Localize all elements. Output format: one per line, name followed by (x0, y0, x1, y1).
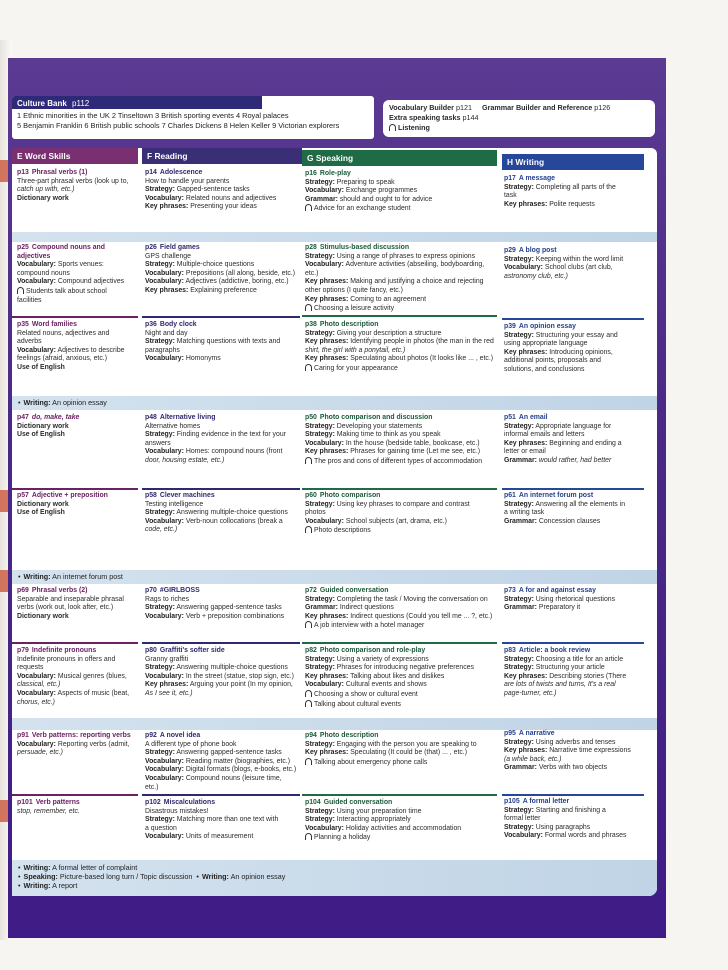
headphones-icon (305, 621, 312, 628)
lesson-line: facilities (17, 296, 42, 304)
lesson-line: Vocabulary: Compound nouns (leisure time, (145, 774, 282, 782)
lesson-line: Vocabulary: School subjects (art, drama, etc.) (305, 517, 447, 525)
lesson-cell (305, 414, 500, 467)
lesson-line: Strategy: Answering multiple-choice questions (145, 509, 288, 517)
lesson-line: Dictionary work (17, 194, 69, 202)
lesson-title: p39 An opinion essay (504, 323, 576, 330)
lesson-cell (305, 732, 500, 767)
lesson-title: p70 #GIRLBOSS (145, 587, 200, 594)
lesson-line: persuade, etc.) (17, 749, 63, 757)
reference-box (383, 100, 655, 137)
lesson-line: page-turner, etc.) (504, 689, 557, 697)
band-label: Writing: (201, 872, 229, 881)
lesson-line: Strategy: Giving your description a structure (305, 329, 442, 337)
lesson-line: Vocabulary: Homonyms (145, 355, 221, 363)
lesson-title: p60 Photo comparison (305, 492, 381, 499)
lesson-line: Strategy: Answering gapped-sentence tasks (145, 749, 282, 757)
lesson-line: Use of English (17, 509, 65, 517)
lesson-line: Key phrases: Presenting your ideas (145, 203, 257, 211)
lesson-line: stop, remember, etc. (17, 807, 80, 815)
lesson-line: compound nouns (17, 269, 70, 277)
lesson-line: Granny graffiti (145, 655, 189, 663)
lesson-line: Vocabulary: Homes: compound nouns (front (145, 448, 283, 456)
lesson-line: Vocabulary: Prepositions (all along, beside, etc.) (145, 269, 296, 277)
headphones-icon (305, 833, 312, 840)
lesson-title: p83 Article: a book review (504, 647, 591, 654)
listening-item: Choosing a show or cultural event (305, 690, 500, 700)
lesson-line: Strategy: Multiple-choice questions (145, 261, 255, 269)
divider (12, 316, 138, 318)
lesson-cell (305, 244, 500, 314)
lesson-line: Vocabulary: Adjectives (addictive, boring, etc.) (145, 278, 289, 286)
lesson-cell (504, 247, 644, 281)
listening-item: Students talk about school (17, 287, 139, 297)
lesson-line: Strategy: Using paragraphs (504, 823, 591, 831)
band-text: A report (52, 881, 78, 890)
lesson-line: How to handle your parents (145, 177, 230, 185)
lesson-line: Vocabulary: In the street (statue, stop sign, etc.) (145, 672, 294, 680)
lesson-line: Key phrases: Coming to an agreement (305, 295, 427, 303)
band-label: Writing: (23, 572, 51, 581)
lesson-line: Strategy: Appropriate language for (504, 422, 612, 430)
lesson-line: Strategy: Completing the task / Moving the conversation on (305, 595, 488, 603)
headphones-icon (305, 457, 312, 464)
lesson-line: formal letter (504, 815, 541, 823)
lesson-title: p28 Stimulus-based discussion (305, 244, 410, 251)
lesson-line: Dictionary work (17, 500, 69, 508)
lesson-line: Key phrases: Beginning and ending a (504, 439, 622, 447)
lesson-title: p47 do, make, take (17, 414, 80, 421)
lesson-title: p69 Phrasal verbs (2) (17, 587, 88, 594)
headphones-icon (305, 364, 312, 371)
lesson-line: Strategy: Answering gapped-sentence tasks (145, 604, 282, 612)
lesson-title: p26 Field games (145, 244, 200, 251)
lesson-line: Strategy: Keeping within the word limit (504, 255, 624, 263)
band-label: Speaking: (23, 872, 58, 881)
lesson-line: using appropriate language (504, 340, 588, 348)
lesson-line: Strategy: Preparing to speak (305, 178, 395, 186)
lesson-line: Key phrases: Arguing your point (In my opinion, (145, 681, 293, 689)
divider (302, 794, 497, 796)
lesson-title: p57 Adjective + preposition (17, 492, 108, 499)
lesson-line: chorus, etc.) (17, 698, 55, 706)
lesson-line: Strategy: Matching more than one text with (145, 816, 279, 824)
lesson-cell (305, 492, 500, 536)
divider (302, 488, 497, 490)
lesson-title: p25 Compound nouns and adjectives (17, 244, 105, 260)
lesson-line: Strategy: Answering all the elements in (504, 500, 626, 508)
lesson-line: Related nouns, adjectives and (17, 329, 110, 337)
lesson-cell (145, 647, 300, 699)
lesson-cell (305, 170, 500, 214)
vocab-builder-page: p121 (455, 103, 472, 112)
lesson-line: Indefinite pronouns in offers and (17, 655, 116, 663)
divider (12, 488, 138, 490)
headphones-icon (305, 204, 312, 211)
culture-bank-title: Culture Bank (17, 99, 67, 108)
lesson-line: Strategy: Finding evidence in the text for your (145, 431, 286, 439)
lesson-line: Three-part phrasal verbs (look up to, (17, 177, 129, 185)
lesson-line: Vocabulary: Cultural events and shows (305, 681, 427, 689)
lesson-cell (17, 799, 139, 816)
lesson-title: p95 A narrative (504, 730, 555, 737)
listening-label: Listening (398, 122, 430, 132)
divider (12, 642, 138, 644)
lesson-cell (145, 414, 300, 466)
listening-item: A job interview with a hotel manager (305, 621, 500, 631)
lesson-line: Grammar: would rather, had better (504, 456, 612, 464)
divider (502, 794, 644, 796)
lesson-line: catch up with, etc.) (17, 186, 75, 194)
lesson-title: p91 Verb patterns: reporting verbs (17, 732, 131, 739)
listening-item: Choosing a leisure activity (305, 304, 500, 314)
lesson-line: etc.) (305, 269, 319, 277)
lesson-cell (17, 414, 139, 440)
lesson-title: p36 Body clock (145, 321, 197, 328)
lesson-cell (17, 321, 139, 373)
lesson-line: Vocabulary: Units of measurement (145, 833, 254, 841)
listening-item: Planning a holiday (305, 833, 500, 843)
lesson-cell (504, 730, 644, 773)
lesson-cell (17, 244, 139, 305)
lesson-line: Vocabulary: Compound adjectives (17, 278, 125, 286)
lesson-cell (17, 732, 139, 758)
lesson-line: Key phrases: Speculating (It could be (that) ... , etc.) (305, 749, 468, 757)
listening-item: Advice for an exchange student (305, 204, 500, 214)
lesson-line: Strategy: Interacting appropriately (305, 816, 411, 824)
lesson-line: Disastrous mistakes! (145, 807, 209, 815)
band-label: Writing: (23, 398, 51, 407)
lesson-cell (145, 244, 300, 296)
contents-table (12, 148, 657, 896)
lesson-line: Vocabulary: School clubs (art club, (504, 264, 613, 272)
listening-item: Talking about emergency phone calls (305, 758, 500, 768)
lesson-line: Key phrases: Talking about likes and dislikes (305, 672, 445, 680)
lesson-line: verbs (work out, look after, etc.) (17, 604, 114, 612)
culture-bank-box (12, 96, 374, 139)
lesson-title: p50 Photo comparison and discussion (305, 414, 433, 421)
lesson-line: Key phrases: Narrative time expressions (504, 747, 631, 755)
lesson-line: Strategy: Structuring your essay and (504, 331, 618, 339)
band-text: A formal letter of complaint (52, 863, 138, 872)
unit-band-writing: • Writing: An internet forum post (12, 570, 657, 584)
lesson-cell (145, 321, 300, 364)
lesson-line: Rags to riches (145, 595, 190, 603)
lesson-cell (145, 492, 300, 535)
lesson-line: Vocabulary: Adventure activities (abseiling, bodyboarding, (305, 261, 485, 269)
lesson-cell (17, 492, 139, 518)
lesson-cell (504, 175, 644, 209)
lesson-cell (305, 799, 500, 843)
headphones-icon (305, 526, 312, 533)
lesson-line: a question (145, 824, 177, 832)
lesson-line: solutions, and conclusions (504, 365, 585, 373)
lesson-line: Key phrases: Identifying people in photos (the man in the red (305, 338, 494, 346)
divider (142, 488, 300, 490)
lesson-line: Vocabulary: Musical genres (blues, (17, 672, 127, 680)
culture-bank-header (12, 96, 262, 109)
band-text: An internet forum post (52, 572, 123, 581)
lesson-line: Testing intelligence (145, 500, 204, 508)
lesson-line: shirt, the girl with a ponytail, etc.) (305, 346, 406, 354)
lesson-line: Separable and inseparable phrasal (17, 595, 124, 603)
lesson-line: Strategy: Using a variety of expressions (305, 655, 429, 663)
unit-band (12, 232, 657, 242)
culture-bank-line-1: 1 Ethnic minorities in the UK 2 Tinseltown 3 British sporting events 4 Royal palaces (17, 111, 289, 120)
headphones-icon (305, 700, 312, 707)
lesson-line: code, etc.) (145, 526, 178, 534)
culture-bank-page: p112 (72, 99, 90, 108)
unit-band-tasks: • Writing: A formal letter of complaint • Speaking: Picture-based long turn / Topic discussion • Writing: An opinion essay • Writing: A report (12, 860, 657, 896)
lesson-cell (145, 732, 300, 792)
lesson-line: task (504, 192, 517, 200)
lesson-cell (504, 798, 644, 841)
column-header-speaking: G Speaking (302, 150, 497, 166)
lesson-cell (145, 169, 300, 212)
lesson-line: Key phrases: Introducing opinions, (504, 348, 613, 356)
lesson-title: p94 Photo description (305, 732, 379, 739)
lesson-line: photos (305, 509, 326, 517)
lesson-line: Key phrases: Describing stories (There (504, 672, 627, 680)
column-header-writing: H Writing (502, 154, 644, 170)
lesson-cell (145, 587, 300, 621)
lesson-cell (305, 321, 500, 374)
extra-speaking-label: Extra speaking tasks (389, 112, 461, 122)
lesson-line: Strategy: Engaging with the person you are speaking to (305, 740, 477, 748)
lesson-line: Strategy: Answering multiple-choice questions (145, 664, 288, 672)
lesson-cell (504, 492, 644, 526)
lesson-line: Strategy: Using a range of phrases to express opinions (305, 252, 476, 260)
vocab-builder-label: Vocabulary Builder (389, 103, 454, 112)
lesson-line: astronomy club, etc.) (504, 272, 568, 280)
culture-bank-line-2: 5 Benjamin Franklin 6 British public schools 7 Charles Dickens 8 Helen Keller 9 Victorian explorers (17, 121, 340, 130)
lesson-title: p92 A novel idea (145, 732, 201, 739)
lesson-title: p101 Verb patterns (17, 799, 80, 806)
grammar-builder-label: Grammar Builder and Reference (481, 103, 593, 112)
lesson-line: Vocabulary: In the house (bedside table, bookcase, etc.) (305, 439, 480, 447)
column-header-reading: F Reading (142, 148, 302, 164)
lesson-line: classical, etc.) (17, 681, 61, 689)
lesson-line: Vocabulary: Digital formats (blogs, e-books, etc.) (145, 766, 297, 774)
listening-item: Photo descriptions (305, 526, 500, 536)
headphones-icon (305, 690, 312, 697)
lesson-line: Vocabulary: Exchange programmes (305, 187, 418, 195)
lesson-title: p13 Phrasal verbs (1) (17, 169, 88, 176)
lesson-title: p72 Guided conversation (305, 587, 389, 594)
lesson-line: Strategy: Matching questions with texts and (145, 338, 281, 346)
grammar-builder-page: p126 (594, 103, 611, 112)
lesson-title: p79 Indefinite pronouns (17, 647, 97, 654)
lesson-line: A different type of phone book (145, 740, 237, 748)
lesson-line: Grammar: should and ought to for advice (305, 195, 433, 203)
unit-band-writing: • Writing: An opinion essay (12, 396, 657, 410)
lesson-line: Vocabulary: Reading matter (biographies, etc.) (145, 757, 291, 765)
lesson-line: Key phrases: Speculating about photos (It looks like ... , etc.) (305, 355, 494, 363)
lesson-title: p14 Adolescence (145, 169, 203, 176)
lesson-cell (305, 587, 500, 631)
lesson-line: Strategy: Choosing a title for an article (504, 655, 624, 663)
lesson-line: Strategy: Gapped-sentence tasks (145, 186, 250, 194)
lesson-line: Use of English (17, 363, 65, 371)
lesson-title: p104 Guided conversation (305, 799, 393, 806)
lesson-line: Key phrases: Explaining preference (145, 286, 257, 294)
lesson-cell (504, 647, 644, 699)
lesson-title: p102 Miscalculations (145, 799, 216, 806)
lesson-line: Grammar: Preparatory it (504, 604, 581, 612)
lesson-line: (a while back, etc.) (504, 755, 562, 763)
divider (502, 488, 644, 490)
lesson-line: paragraphs (145, 346, 180, 354)
lesson-line: Strategy: Using rhetorical questions (504, 595, 616, 603)
lesson-line: Vocabulary: Verb-noun collocations (break a (145, 517, 283, 525)
lesson-title: p29 A blog post (504, 247, 557, 254)
lesson-line: Key phrases: Phrases for gaining time (Let me see, etc.) (305, 448, 481, 456)
band-text: An opinion essay (52, 398, 107, 407)
lesson-line: Strategy: Making time to think as you speak (305, 431, 441, 439)
lesson-title: p51 An email (504, 414, 548, 421)
headphones-icon (17, 287, 24, 294)
lesson-line: Vocabulary: Holiday activities and accommodation (305, 824, 462, 832)
lesson-title: p73 A for and against essay (504, 587, 596, 594)
lesson-line: Strategy: Completing all parts of the (504, 183, 616, 191)
lesson-line: Strategy: Using your preparation time (305, 807, 422, 815)
lesson-cell (504, 587, 644, 613)
listening-item: Talking about cultural events (305, 700, 500, 710)
extra-speaking-page: p144 (462, 112, 479, 122)
divider (142, 642, 300, 644)
lesson-line: Grammar: Indirect questions (305, 604, 394, 612)
lesson-cell (17, 647, 139, 707)
lesson-line: Night and day (145, 329, 188, 337)
lesson-title: p17 A message (504, 175, 556, 182)
lesson-line: Strategy: Using adverbs and tenses (504, 738, 616, 746)
lesson-title: p61 An internet forum post (504, 492, 594, 499)
lesson-line: Key phrases: Polite requests (504, 200, 595, 208)
lesson-line: Vocabulary: Adjectives to describe (17, 346, 125, 354)
lesson-line: Strategy: Using key phrases to compare and contrast (305, 500, 470, 508)
lesson-title: p38 Photo description (305, 321, 379, 328)
lesson-line: are lots of twists and turns, It's a real (504, 681, 616, 689)
lesson-line: Key phrases: Indirect questions (Could you tell me ... ?, etc.) (305, 612, 493, 620)
lesson-title: p58 Clever machines (145, 492, 215, 499)
lesson-line: As I see it, etc.) (145, 689, 193, 697)
band-label: Writing: (23, 881, 51, 890)
lesson-title: p35 Word families (17, 321, 77, 328)
headphones-icon (305, 758, 312, 765)
lesson-cell (17, 169, 139, 203)
headphones-icon (305, 304, 312, 311)
lesson-line: etc.) (145, 783, 159, 791)
lesson-line: Grammar: Verbs with two objects (504, 764, 608, 772)
lesson-line: Strategy: Developing your statements (305, 422, 423, 430)
column-header-word-skills: E Word Skills (12, 148, 138, 164)
divider (12, 794, 138, 796)
lesson-line: feelings (afraid, anxious, etc.) (17, 355, 108, 363)
lesson-cell (17, 587, 139, 621)
listening-item: Caring for your appearance (305, 364, 500, 374)
lesson-title: p48 Alternative living (145, 414, 216, 421)
lesson-cell (504, 323, 644, 375)
lesson-title: p16 Role-play (305, 170, 351, 177)
lesson-line: letter or email (504, 448, 546, 456)
unit-band (12, 718, 657, 730)
divider (302, 315, 497, 317)
lesson-line: answers (145, 439, 171, 447)
lesson-cell (305, 647, 500, 709)
lesson-line: Use of English (17, 431, 65, 439)
lesson-line: other options (I quite fancy, etc.) (305, 286, 403, 294)
lesson-line: GPS challenge (145, 252, 191, 260)
headphones-icon (389, 124, 396, 131)
lesson-line: Key phrases: Making and justifying a choice and rejecting (305, 278, 484, 286)
lesson-title: p80 Graffiti's softer side (145, 647, 225, 654)
divider (302, 642, 497, 644)
lesson-line: Grammar: Concession clauses (504, 517, 601, 525)
lesson-cell (145, 799, 300, 842)
lesson-line: requests (17, 664, 44, 672)
lesson-line: Strategy: Starting and finishing a (504, 806, 606, 814)
lesson-line: Vocabulary: Reporting verbs (admit, (17, 740, 130, 748)
lesson-line: Vocabulary: Formal words and phrases (504, 832, 627, 840)
lesson-title: p105 A formal letter (504, 798, 570, 805)
lesson-line: additional points, proposals and (504, 357, 601, 365)
lesson-line: Vocabulary: Sports venues: (17, 261, 104, 269)
lesson-line: Vocabulary: Verb + preposition combinations (145, 612, 285, 620)
band-label: Writing: (23, 863, 51, 872)
divider (502, 642, 644, 644)
lesson-line: Vocabulary: Related nouns and adjectives (145, 194, 277, 202)
band-text: Picture-based long turn / Topic discussion (59, 872, 193, 881)
divider (502, 318, 644, 320)
band-text: An opinion essay (230, 872, 286, 881)
lesson-line: Alternative homes (145, 422, 201, 430)
lesson-title: p82 Photo comparison and role-play (305, 647, 426, 654)
divider (142, 316, 300, 318)
lesson-line: Dictionary work (17, 612, 69, 620)
lesson-line: informal emails and letters (504, 431, 585, 439)
lesson-line: Vocabulary: Aspects of music (beat, (17, 689, 130, 697)
lesson-line: a writing task (504, 509, 545, 517)
lesson-line: Strategy: Phrases for introducing negative preferences (305, 664, 474, 672)
divider (142, 794, 300, 796)
lesson-line: Strategy: Structuring your article (504, 664, 605, 672)
listening-item: The pros and cons of different types of accommodation (305, 457, 500, 467)
lesson-cell (504, 414, 644, 466)
lesson-line: adverbs (17, 338, 42, 346)
lesson-line: door, housing estate, etc.) (145, 456, 225, 464)
lesson-line: Dictionary work (17, 422, 69, 430)
